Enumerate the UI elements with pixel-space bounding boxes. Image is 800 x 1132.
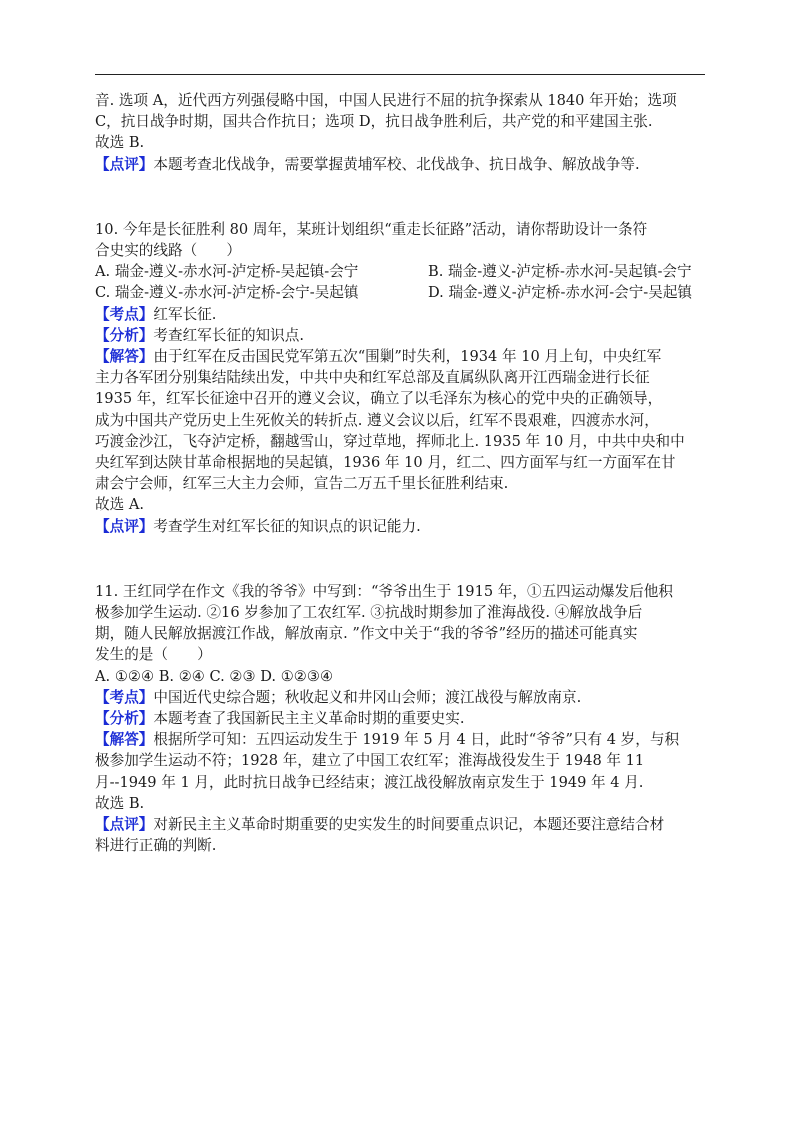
question-stem: 极参加学生运动. ②16 岁参加了工农红军. ③抗战时期参加了淮海战役. ④解放战争后 <box>95 604 643 622</box>
answer-line: 故选 B. <box>95 134 145 152</box>
answer-line: 故选 A. <box>95 496 145 514</box>
jieda-text: 根据所学可知：五四运动发生于 1919 年 5 月 4 日，此时“爷爷”只有 4 岁，与积 <box>153 731 680 749</box>
question-stem: 合史实的线路（ ） <box>95 242 241 260</box>
jieda-line <box>95 729 710 750</box>
jieda-text: 央红军到达陕甘革命根据地的吴起镇，1936 年 10 月，红二、四方面军与红一方面军在甘 <box>95 454 676 472</box>
header-rule <box>95 74 705 75</box>
prev-question-tail <box>95 90 710 175</box>
question-stem: 11. 王红同学在作文《我的爷爷》中写到：“爷爷出生于 1915 年，①五四运动爆发后他积 <box>95 582 673 600</box>
comment-text: 本题考查北伐战争，需要掌握黄埔军校、北伐战争、抗日战争、解放战争等. <box>153 155 640 173</box>
jieda-tag: 【解答】 <box>95 348 154 366</box>
option-row: A. ①②④ B. ②④ C. ②③ D. ①②③④ <box>95 667 334 685</box>
dianping-line <box>95 814 710 835</box>
fenxi-tag: 【分析】 <box>95 710 154 728</box>
jieda-text: 由于红军在反击国民党军第五次“围剿”时失利，1934 年 10 月上旬，中央红军 <box>153 348 662 366</box>
question-stem: 10. 今年是长征胜利 80 周年，某班计划组织“重走长征路”活动，请你帮助设计一条符 <box>95 220 648 238</box>
option-a: A. 瑞金-遵义-赤水河-泸定桥-吴起镇-会宁 <box>95 263 359 281</box>
question-10 <box>95 219 710 537</box>
jieda-line <box>95 346 710 367</box>
option-b: B. 瑞金-遵义-泸定桥-赤水河-吴起镇-会宁 <box>428 263 692 281</box>
answer-line: 故选 B. <box>95 794 145 812</box>
jieda-text: 1935 年，红军长征途中召开的遵义会议，确立了以毛泽东为核心的党中央的正确领导， <box>95 390 663 408</box>
option-c: C. 瑞金-遵义-赤水河-泸定桥-会宁-吴起镇 <box>95 284 359 302</box>
option-row <box>95 282 710 303</box>
jieda-text: 成为中国共产党历史上生死攸关的转折点. 遵义会议以后，红军不畏艰难，四渡赤水河， <box>95 411 659 429</box>
kaodian-text: 中国近代史综合题；秋收起义和井冈山会师；渡江战役与解放南京. <box>153 688 582 706</box>
question-stem: 期，随人民解放据渡江作战，解放南京. ”作文中关于“我的爷爷”经历的描述可能真实 <box>95 625 638 643</box>
dianping-line <box>95 516 710 537</box>
fenxi-line <box>95 325 710 346</box>
dianping-text: 对新民主主义革命时期重要的史实发生的时间要重点识记，本题还要注意结合材 <box>153 816 665 834</box>
dianping-tag: 【点评】 <box>95 517 154 535</box>
fenxi-tag: 【分析】 <box>95 326 154 344</box>
option-d: D. 瑞金-遵义-泸定桥-赤水河-会宁-吴起镇 <box>428 284 693 302</box>
dianping-text: 考查学生对红军长征的知识点的识记能力. <box>153 517 421 535</box>
jieda-text: 月--1949 年 1 月，此时抗日战争已经结束；渡江战役解放南京发生于 1949 年 4 月. <box>95 773 644 791</box>
jieda-text: 极参加学生运动不符；1928 年，建立了中国工农红军；淮海战役发生于 1948 年 11 <box>95 752 645 770</box>
fenxi-line <box>95 708 710 729</box>
fenxi-text: 本题考查了我国新民主主义革命时期的重要史实. <box>153 710 465 728</box>
jieda-text: 主力各军团分别集结陆续出发，中共中央和红军总部及直属纵队离开江西瑞金进行长征 <box>95 369 650 387</box>
text-line: C，抗日战争时期，国共合作抗日；选项 D，抗日战争胜利后，共产党的和平建国主张. <box>95 113 653 131</box>
question-11 <box>95 581 710 857</box>
kaodian-line <box>95 304 710 325</box>
question-stem: 发生的是（ ） <box>95 646 212 664</box>
document-body <box>95 90 710 857</box>
text-line: 音. 选项 A，近代西方列强侵略中国，中国人民进行不屈的抗争探索从 1840 年开始；选项 <box>95 92 677 109</box>
jieda-text: 肃会宁会师，红军三大主力会师，宣告二万五千里长征胜利结束. <box>95 475 509 493</box>
jieda-text: 巧渡金沙江，飞夺泸定桥，翻越雪山，穿过草地，挥师北上. 1935 年 10 月，中共中央和中 <box>95 432 685 450</box>
dianping-text: 料进行正确的判断. <box>95 837 217 855</box>
fenxi-text: 考查红军长征的知识点. <box>153 326 304 344</box>
comment-line <box>95 154 710 175</box>
option-row <box>95 261 710 282</box>
jieda-tag: 【解答】 <box>95 731 154 749</box>
dianping-tag: 【点评】 <box>95 816 154 834</box>
kaodian-tag: 【考点】 <box>95 305 154 323</box>
kaodian-tag: 【考点】 <box>95 688 154 706</box>
comment-tag: 【点评】 <box>95 155 154 173</box>
kaodian-line <box>95 687 710 708</box>
kaodian-text: 红军长征. <box>153 305 217 323</box>
